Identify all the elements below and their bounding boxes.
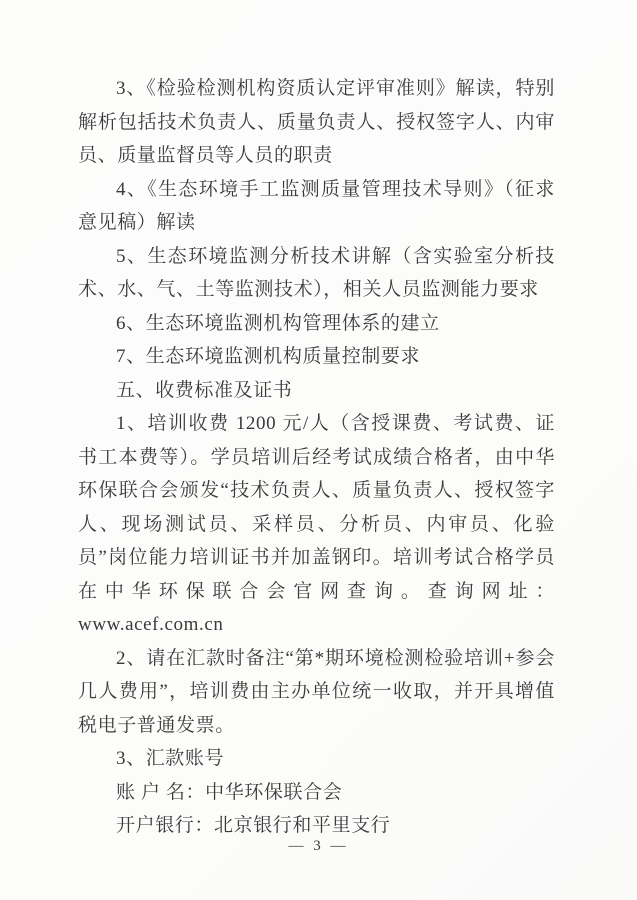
paragraph-item-5-analysis-techniques: 5、生态环境监测分析技术讲解（含实验室分析技术、水、气、土等监测技术），相关人员监测能力要求 <box>78 245 555 300</box>
paragraph-remittance-account-heading: 3、汇款账号 <box>116 748 225 769</box>
section-heading-fees-and-certificate: 五、收费标准及证书 <box>116 379 293 401</box>
paragraph-item-3-review-criteria: 3、《检验检测机构资质认定评审准则》解读，特别解析包括技术负责人、质量负责人、授权签字人、内审员、质量监督员等人员的职责 <box>78 78 555 166</box>
paragraph-remittance-note: 2、请在汇款时备注“第*期环境检测检验培训+参会几人费用”，培训费由主办单位统一收取，并开具增值税电子普通发票。 <box>78 647 555 736</box>
paragraph-item-7-quality-control: 7、生态环境监测机构质量控制要求 <box>116 346 421 367</box>
paragraph-account-name: 账 户 名：中华环保联合会 <box>116 781 343 803</box>
paragraph-item-6-management-system: 6、生态环境监测机构管理体系的建立 <box>116 312 440 334</box>
document-body <box>78 72 555 843</box>
paragraph-bank-branch: 开户银行：北京银行和平里支行 <box>116 815 391 836</box>
paragraph-item-4-technical-guideline: 4、《生态环境手工监测质量管理技术导则》（征求意见稿）解读 <box>78 178 555 233</box>
page-number: — 3 — <box>288 838 349 854</box>
paragraph-fee-details: 1、培训收费 1200 元/人（含授课费、考试费、证书工本费等）。学员培训后经考试成绩合格者，由中华环保联合会颁发“技术负责人、质量负责人、授权签字人、现场测试员、采样员、分析员、内审员、化验员”岗位能力培训证书并加盖钢印。培训考试合格学员在中华环保联合会官网查询。查询网址：www.acef.com.cn <box>78 413 555 635</box>
